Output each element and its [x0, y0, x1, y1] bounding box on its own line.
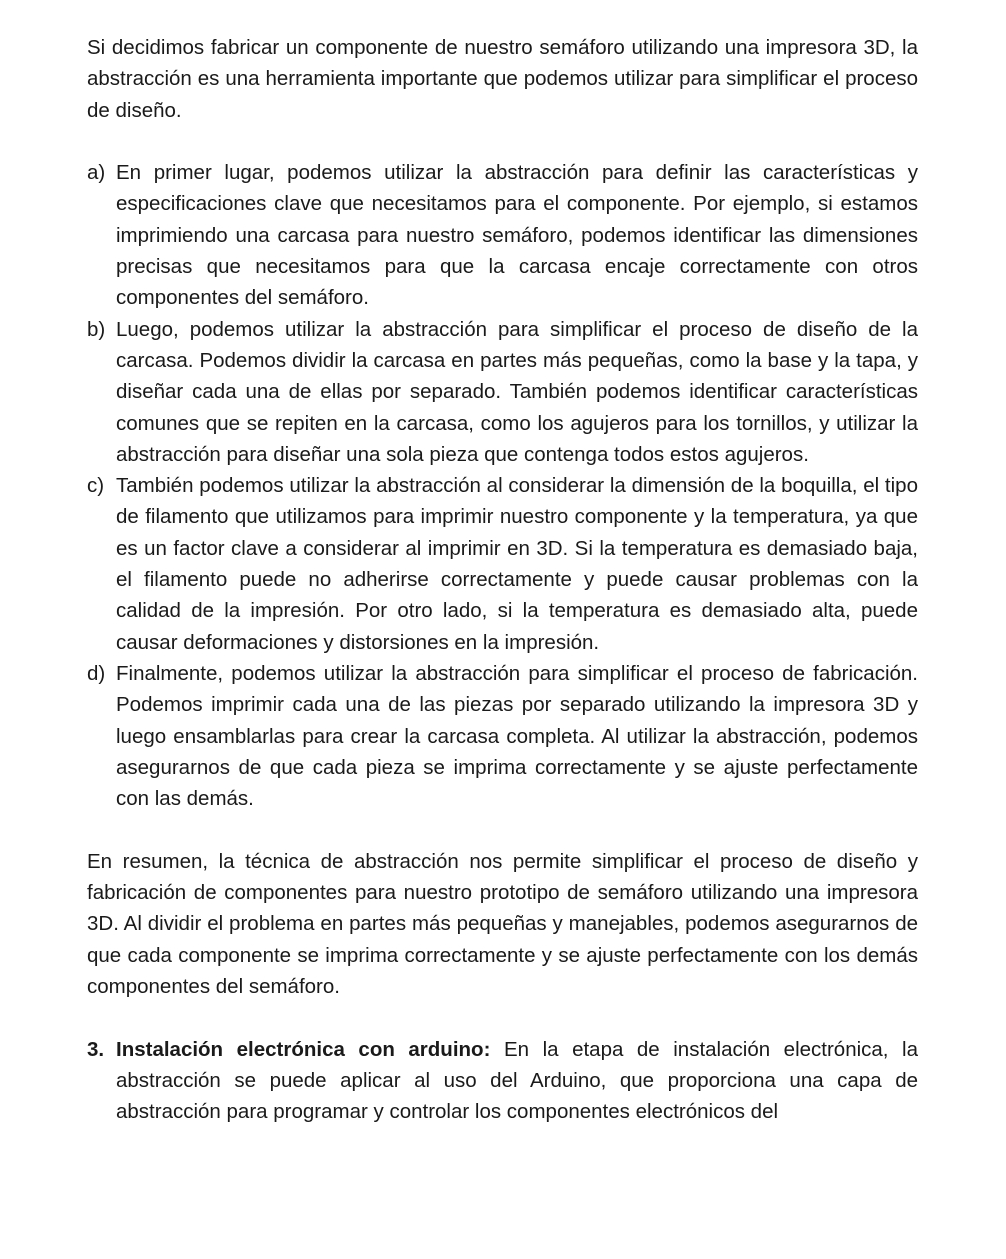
paragraph-spacer — [87, 126, 918, 157]
list-item-text: En primer lugar, podemos utilizar la abstracción para definir las características y especificaciones clave que necesitamos para el componente. Por ejemplo, si estamos imprimiendo una carcasa para nuestro semáforo, podemos identificar las dimensiones precisas que necesitamos para que la carcasa encaje correctamente con otros componentes del semáforo. — [116, 161, 918, 310]
list-item-text: Finalmente, podemos utilizar la abstracción para simplificar el proceso de fabricación. Podemos imprimir cada una de las piezas por separado utilizando la impresora 3D y luego ensamblarlas para crear la carcasa completa. Al utilizar la abstracción, podemos asegurarnos de que cada pieza se imprima correctamente y se ajuste perfectamente con las demás. — [116, 661, 918, 811]
list-item-text: Luego, podemos utilizar la abstracción para simplificar el proceso de diseño de la carcasa. Podemos dividir la carcasa en partes más pequeñas, como la base y la tapa, y diseñar cada una de ellas por separado. También podemos identificar características comunes que se repiten en la carcasa, como los agujeros para los tornillos, y utilizar la abstracción para diseñar una sola pieza que contenga todos estos agujeros. — [116, 317, 918, 466]
list-item-a — [87, 157, 918, 313]
section-3-text: En la etapa de instalación electrónica, la abstracción se puede aplicar al uso del Arduino, que proporciona una capa de abstracción para programar y controlar los componentes electrónicos del — [116, 1037, 918, 1124]
section-3-paragraph — [116, 1034, 918, 1128]
list-marker: c) — [87, 474, 105, 498]
summary-paragraph: En resumen, la técnica de abstracción nos permite simplificar el proceso de diseño y fabricación de componentes para nuestro prototipo de semáforo utilizando una impresora 3D. Al dividir el problema en partes más pequeñas y manejables, podemos asegurarnos de que cada componente se imprima correctamente y se ajuste perfectamente con los demás componentes del semáforo. — [87, 849, 918, 998]
document-page — [87, 32, 918, 1127]
list-marker: d) — [87, 661, 106, 685]
list-item-text: También podemos utilizar la abstracción al considerar la dimensión de la boquilla, el tipo de filamento que utilizamos para imprimir nuestro componente y la temperatura, ya que es un factor clave a considerar al imprimir en 3D. Si la temperatura es demasiado baja, el filamento puede no adherirse correctamente y puede causar problemas con la calidad de la impresión. Por otro lado, si la temperatura es demasiado alta, puede causar deformaciones y distorsiones en la impresión. — [116, 474, 918, 654]
list-item-d — [87, 658, 918, 814]
list-marker: b) — [87, 317, 106, 341]
list-item-b — [87, 314, 918, 470]
intro-paragraph: Si decidimos fabricar un componente de nuestro semáforo utilizando una impresora 3D, la abstracción es una herramienta importante que podemos utilizar para simplificar el proceso de diseño. — [87, 36, 918, 122]
list-marker: a) — [87, 161, 106, 185]
paragraph-spacer — [87, 814, 918, 845]
section-3 — [87, 1034, 918, 1128]
paragraph-spacer — [87, 1002, 918, 1033]
section-heading: Instalación electrónica con arduino: — [116, 1037, 491, 1061]
list-item-c — [87, 470, 918, 658]
section-number: 3. — [87, 1037, 105, 1061]
